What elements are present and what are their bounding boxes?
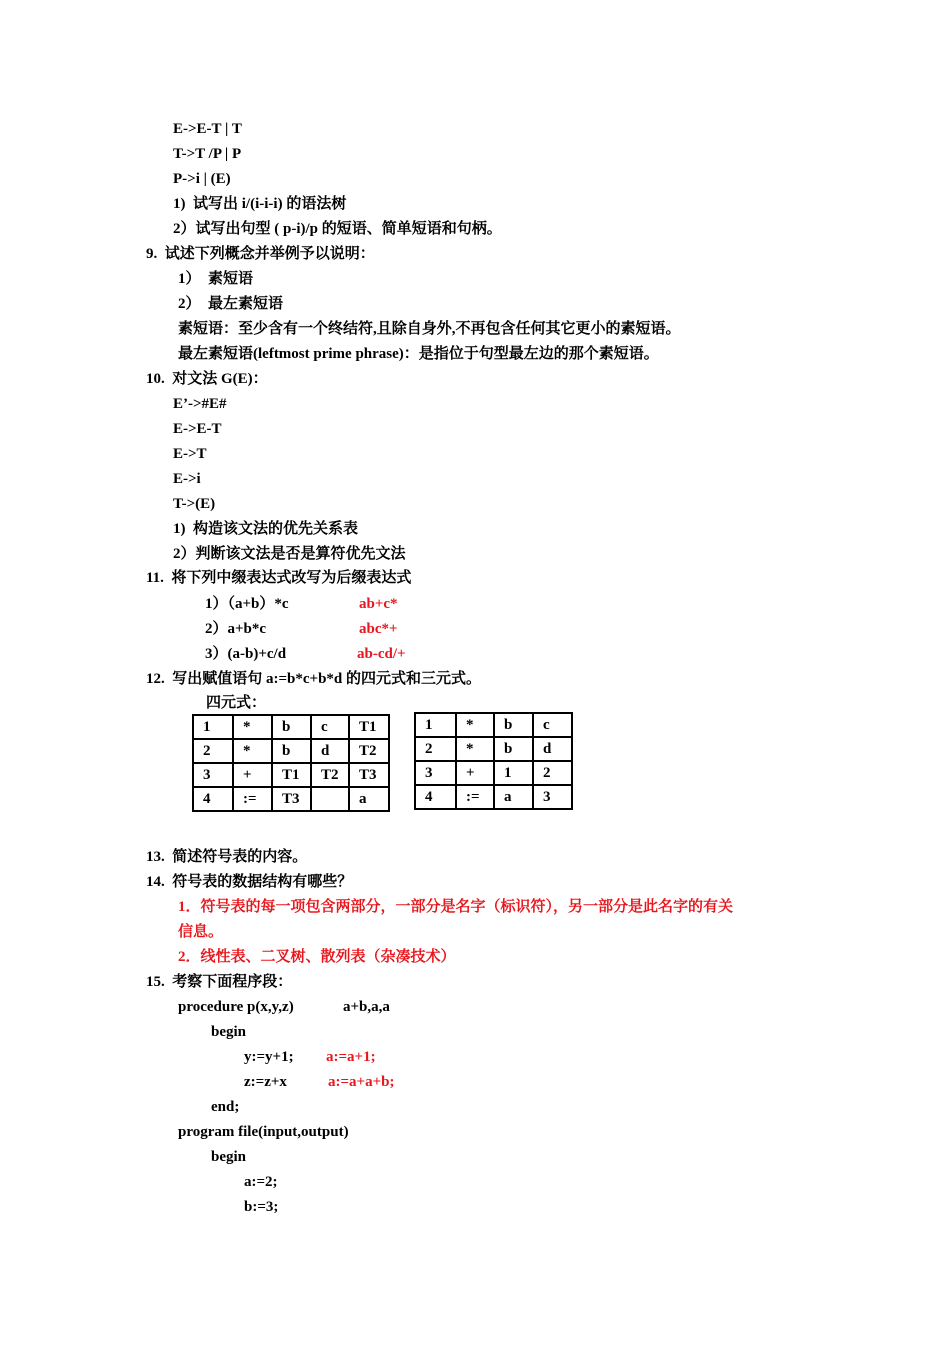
answer-text: 2．线性表、二叉树、散列表（杂凑技术）	[178, 949, 456, 965]
table-row	[415, 785, 572, 809]
code-line: program file(input,output)	[178, 1124, 349, 1140]
table-cell: 2	[193, 739, 233, 763]
question-subitem: 1) 试写出 i/(i-i-i) 的语法树	[173, 196, 347, 212]
question-subitem: 1) 构造该文法的优先关系表	[173, 521, 358, 537]
table-cell: 1	[494, 761, 533, 785]
code-line: y:=y+1;	[244, 1049, 294, 1065]
table-cell: :=	[456, 785, 494, 809]
table-cell: *	[233, 739, 272, 763]
table-cell: 3	[193, 763, 233, 787]
table-cell: *	[233, 715, 272, 739]
grammar-rule: P->i | (E)	[173, 171, 231, 187]
table-row	[415, 737, 572, 761]
code-line: end;	[211, 1099, 240, 1115]
quadruple-label: 四元式：	[206, 695, 267, 711]
code-line: begin	[211, 1024, 247, 1040]
grammar-rule: E->E-T	[173, 421, 222, 437]
grammar-rule: T->(E)	[173, 496, 216, 512]
grammar-rule: E->i	[173, 471, 201, 487]
postfix-answer: ab-cd/+	[357, 646, 406, 662]
table-cell: T3	[272, 787, 311, 811]
question-subitem: 2）判断该文法是否是算符优先文法	[173, 546, 406, 562]
grammar-rule: E->E-T | T	[173, 121, 242, 137]
code-line: a:=2;	[244, 1174, 278, 1190]
code-annotation: a:=a+1;	[326, 1049, 376, 1065]
question-subitem: 2）试写出句型 ( p-i)/p 的短语、简单短语和句柄。	[173, 221, 502, 237]
table-cell: T2	[349, 739, 389, 763]
table-row	[193, 787, 389, 811]
question-15-title: 15. 考察下面程序段：	[146, 974, 293, 990]
infix-expression: 3）(a-b)+c/d	[205, 646, 287, 662]
table-row	[193, 739, 389, 763]
grammar-rule: T->T /P | P	[173, 146, 242, 162]
table-cell: d	[311, 739, 349, 763]
code-line: b:=3;	[244, 1199, 279, 1215]
table-cell: c	[311, 715, 349, 739]
table-cell: b	[494, 713, 533, 737]
table-cell: b	[272, 739, 311, 763]
table-row	[415, 713, 572, 737]
code-line: z:=z+x	[244, 1074, 287, 1090]
table-cell: :=	[233, 787, 272, 811]
table-cell: a	[349, 787, 389, 811]
table-row	[193, 763, 389, 787]
code-annotation: a:=a+a+b;	[328, 1074, 395, 1090]
table-cell: b	[272, 715, 311, 739]
definition-text: 素短语：至少含有一个终结符,且除自身外,不再包含任何其它更小的素短语。	[178, 321, 681, 337]
question-subitem: 2） 最左素短语	[178, 296, 284, 312]
code-line: procedure p(x,y,z)	[178, 999, 294, 1015]
table-cell: a	[494, 785, 533, 809]
table-cell: +	[233, 763, 272, 787]
table-cell	[311, 787, 349, 811]
question-9-title: 9. 试述下列概念并举例予以说明：	[146, 246, 375, 262]
answer-text: 信息。	[178, 924, 224, 940]
code-annotation: a+b,a,a	[343, 999, 390, 1015]
table-cell: *	[456, 737, 494, 761]
code-line: begin	[211, 1149, 247, 1165]
table-cell: *	[456, 713, 494, 737]
table-cell: 4	[415, 785, 456, 809]
table-cell: T1	[349, 715, 389, 739]
question-11-title: 11. 将下列中缀表达式改写为后缀表达式	[146, 570, 412, 586]
table-cell: +	[456, 761, 494, 785]
table-cell: 3	[533, 785, 572, 809]
table-cell: 4	[193, 787, 233, 811]
table-cell: 2	[415, 737, 456, 761]
table-cell: 1	[415, 713, 456, 737]
question-10-title: 10. 对文法 G(E)：	[146, 371, 268, 387]
table-row	[415, 761, 572, 785]
table-cell: d	[533, 737, 572, 761]
infix-expression: 2）a+b*c	[205, 621, 267, 637]
table-cell: b	[494, 737, 533, 761]
postfix-answer: ab+c*	[359, 596, 398, 612]
table-cell: c	[533, 713, 572, 737]
postfix-answer: abc*+	[359, 621, 398, 637]
infix-expression: 1）（a+b）*c	[205, 596, 289, 612]
question-12-title: 12. 写出赋值语句 a:=b*c+b*d 的四元式和三元式。	[146, 671, 482, 687]
table-cell: 3	[415, 761, 456, 785]
table-cell: T3	[349, 763, 389, 787]
table-row	[193, 715, 389, 739]
question-14-title: 14. 符号表的数据结构有哪些？	[146, 874, 353, 890]
triple-table	[414, 712, 573, 810]
grammar-rule: E->T	[173, 446, 207, 462]
table-cell: 2	[533, 761, 572, 785]
grammar-rule: E’->#E#	[173, 396, 227, 412]
table-cell: 1	[193, 715, 233, 739]
table-cell: T2	[311, 763, 349, 787]
question-subitem: 1） 素短语	[178, 271, 254, 287]
quadruple-table	[192, 714, 390, 812]
question-13-title: 13. 简述符号表的内容。	[146, 849, 308, 865]
definition-text: 最左素短语(leftmost prime phrase)：是指位于句型最左边的那个素短语。	[178, 346, 659, 362]
answer-text: 1．符号表的每一项包含两部分，一部分是名字（标识符），另一部分是此名字的有关	[178, 899, 734, 915]
table-cell: T1	[272, 763, 311, 787]
